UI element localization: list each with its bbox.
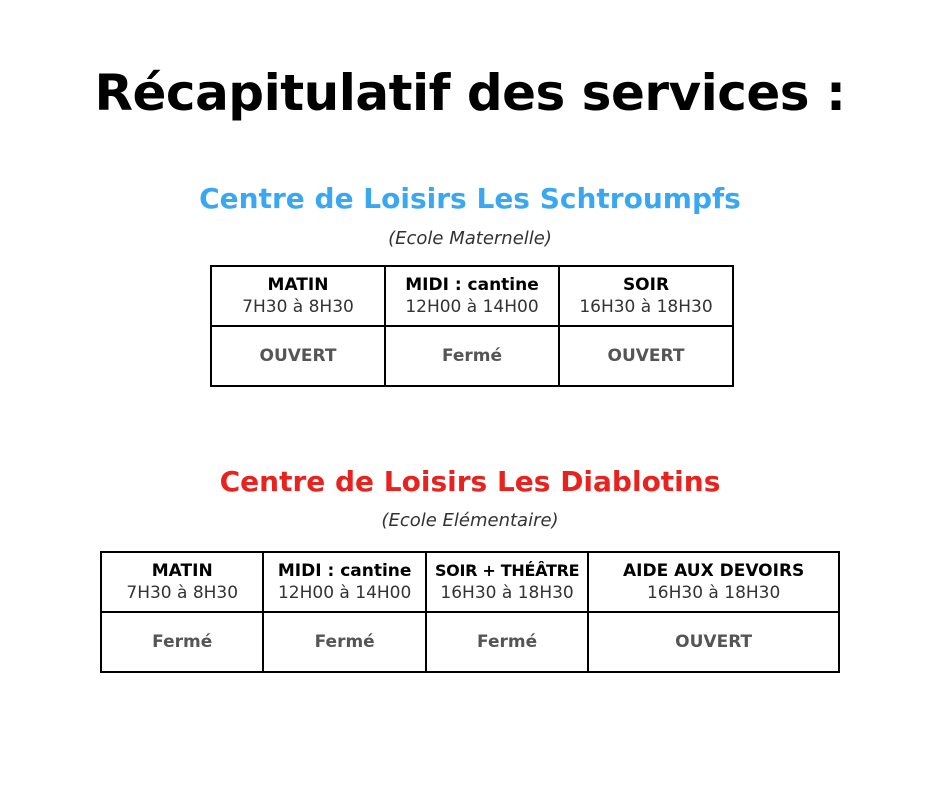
column-label: AIDE AUX DEVOIRS: [623, 561, 805, 581]
status-cell-matin: Fermé: [101, 612, 263, 672]
status-cell-aide-devoirs: OUVERT: [588, 612, 839, 672]
table-header-row: [211, 266, 733, 326]
column-label: SOIR: [622, 275, 670, 295]
column-hours: 7H30 à 8H30: [242, 297, 354, 317]
column-header-midi: [385, 266, 559, 326]
column-label: MATIN: [151, 561, 213, 581]
status-cell-soir-theatre: Fermé: [426, 612, 588, 672]
center-title-schtroumpfs: Centre de Loisirs Les Schtroumpfs: [199, 182, 741, 215]
center-title-diablotins: Centre de Loisirs Les Diablotins: [219, 465, 721, 498]
status-cell-matin: OUVERT: [211, 326, 385, 386]
column-hours: 16H30 à 18H30: [440, 583, 574, 603]
status-cell-midi: Fermé: [263, 612, 425, 672]
column-label: MATIN: [267, 275, 329, 295]
table-status-row: [211, 326, 733, 386]
column-hours: 16H30 à 18H30: [646, 583, 781, 603]
column-header-soir: [559, 266, 733, 326]
column-hours: 16H30 à 18H30: [579, 297, 713, 317]
table-header-row: [101, 552, 839, 612]
status-cell-midi: Fermé: [385, 326, 559, 386]
page-title: Récapitulatif des services :: [94, 64, 846, 122]
column-header-matin: [101, 552, 263, 612]
column-label: MIDI : cantine: [405, 275, 539, 295]
column-header-midi: [263, 552, 425, 612]
column-label: MIDI : cantine: [277, 561, 412, 581]
column-header-soir-theatre: [426, 552, 588, 612]
column-hours: 12H00 à 14H00: [277, 583, 412, 603]
column-header-matin: [211, 266, 385, 326]
status-cell-soir: OUVERT: [559, 326, 733, 386]
column-header-aide-devoirs: [588, 552, 839, 612]
column-label: SOIR + THÉÂTRE: [434, 561, 580, 580]
column-hours: 12H00 à 14H00: [405, 297, 539, 317]
column-hours: 7H30 à 8H30: [126, 583, 239, 603]
services-table-schtroumpfs: [210, 265, 734, 387]
table-status-row: [101, 612, 839, 672]
center-subtitle-schtroumpfs: (Ecole Maternelle): [388, 228, 552, 249]
services-table-diablotins: [100, 551, 840, 673]
center-subtitle-diablotins: (Ecole Elémentaire): [381, 510, 559, 531]
